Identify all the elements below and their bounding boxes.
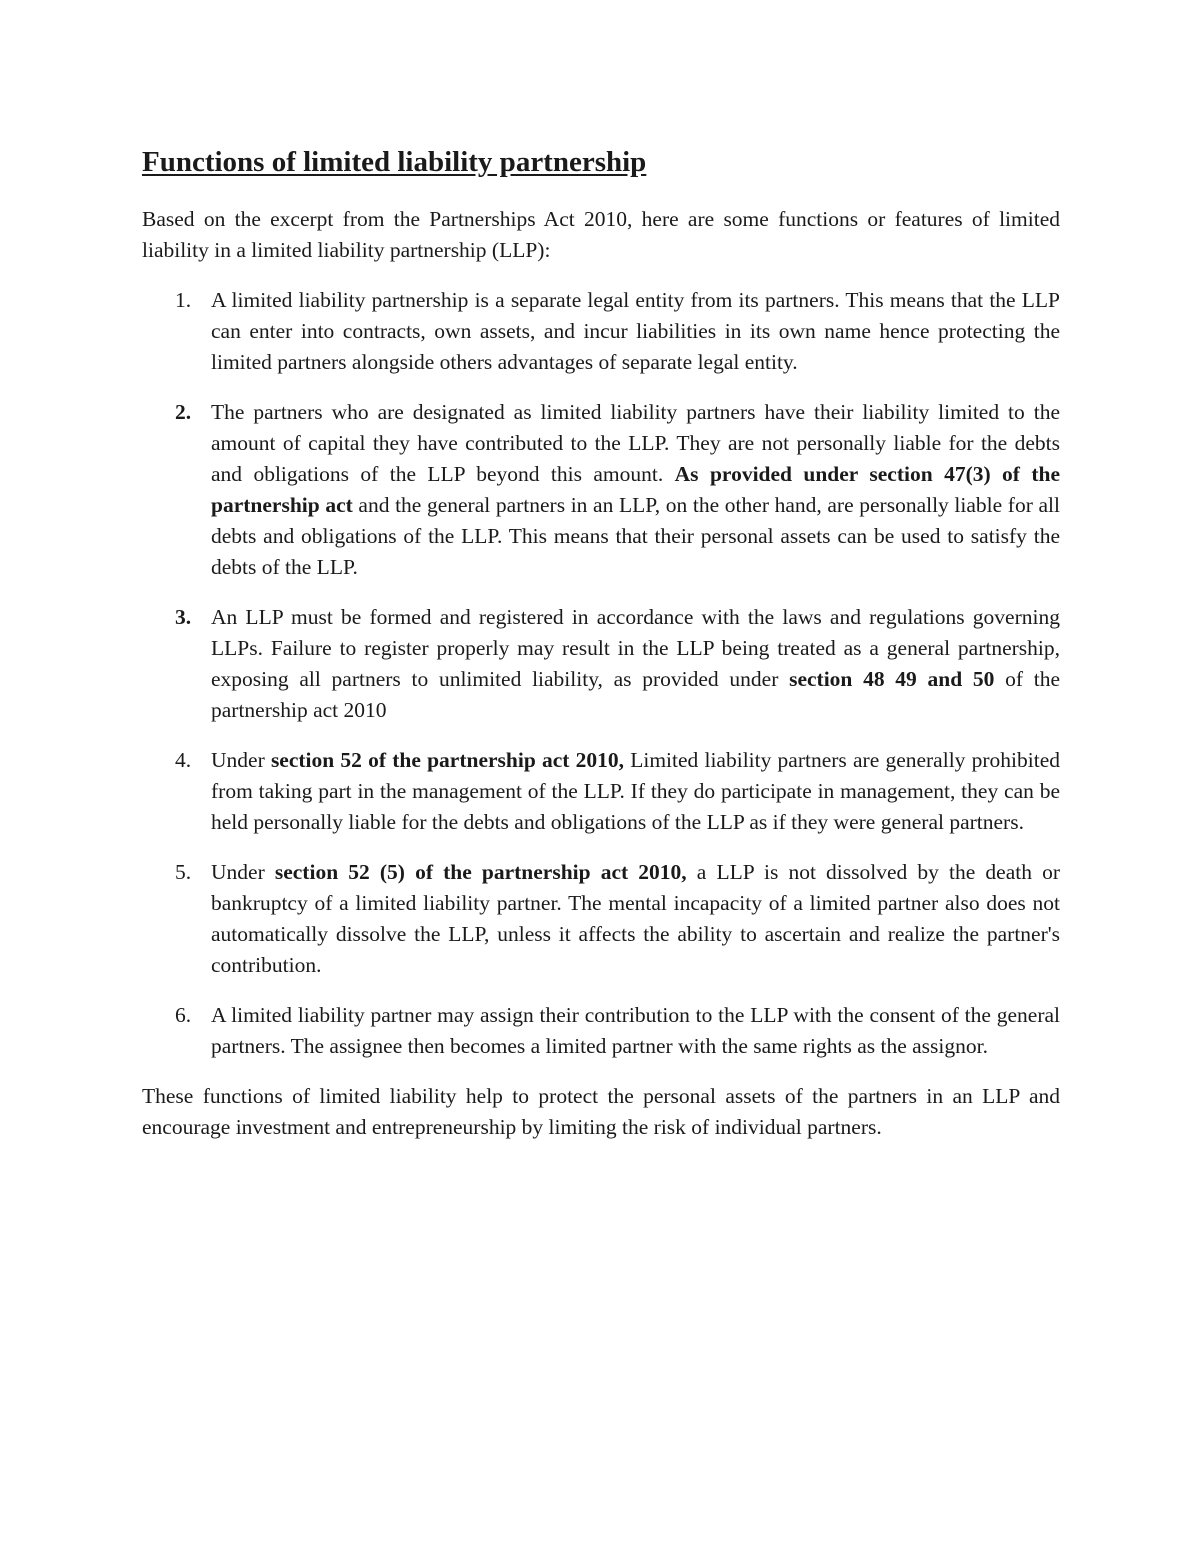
list-number-3: 3. — [175, 605, 192, 629]
list-number-4: 4. — [175, 748, 192, 772]
list-bold-2: As provided under section 47(3) of the partnership act — [211, 462, 1061, 517]
list-text-6: A limited liability partner may assign their contribution to the LLP with the consent of the general partners. The assignee then becomes a limited partner with the same rights as the assignor. — [211, 1003, 1060, 1058]
list-number-1: 1. — [175, 288, 192, 312]
list-item-1 — [142, 285, 1060, 378]
list-text-5a: Under — [211, 860, 275, 884]
document-page — [142, 140, 1060, 1162]
list-text-4a: Under — [211, 748, 271, 772]
list-bold-5: section 52 (5) of the partnership act 2010, — [274, 860, 687, 884]
list-bold-3: section 48 49 and 50 — [789, 667, 995, 691]
list-number-6: 6. — [175, 1003, 192, 1027]
list-text-1: A limited liability partnership is a separate legal entity from its partners. This means that the LLP can enter into contracts, own assets, and incur liabilities in its own name hence protecting the limited partners alongside others advantages of separate legal entity. — [211, 288, 1060, 374]
closing-paragraph: These functions of limited liability help to protect the personal assets of the partners in an LLP and encourage investment and entrepreneurship by limiting the risk of individual partners. — [142, 1084, 1060, 1139]
list-item-3 — [142, 602, 1060, 726]
list-bold-4: section 52 of the partnership act 2010, — [270, 748, 625, 772]
list-number-5: 5. — [175, 860, 192, 884]
list-text-2a: The partners who are designated as limited liability partners have their liability limited to the amount of capital they have contributed to the LLP. They are not personally liable for the debts and obligations of the LLP beyond this amount. — [211, 400, 1060, 486]
list-text-5b: a LLP is not dissolved by the death or bankruptcy of a limited liability partner. The mental incapacity of a limited partner also does not automatically dissolve the LLP, unless it affects the ability to ascertain and realize the partner's contribution. — [211, 860, 1060, 977]
list-item-4 — [142, 745, 1060, 838]
list-text-3a: An LLP must be formed and registered in accordance with the laws and regulations governing LLPs. Failure to register properly may result in the LLP being treated as a general partnership, exposing all partners to unlimited liability, as provided under — [211, 605, 1060, 691]
list-text-4b: Limited liability partners are generally prohibited from taking part in the management of the LLP. If they do participate in management, they can be held personally liable for the debts and obligations of the LLP as if they were general partners. — [211, 748, 1060, 834]
intro-paragraph: Based on the excerpt from the Partnerships Act 2010, here are some functions or features of limited liability in a limited liability partnership (LLP): — [142, 207, 1060, 262]
document-title: Functions of limited liability partnership — [142, 146, 647, 178]
list-item-6 — [142, 1000, 1060, 1062]
list-text-3b: of the partnership act 2010 — [211, 667, 1060, 722]
list-item-2 — [142, 397, 1060, 583]
list-number-2: 2. — [175, 400, 192, 424]
list-item-5 — [142, 857, 1060, 981]
list-text-2b: and the general partners in an LLP, on the other hand, are personally liable for all debts and obligations of the LLP. This means that their personal assets can be used to satisfy the debts of the LLP. — [211, 493, 1060, 579]
functions-list — [142, 285, 1060, 1062]
